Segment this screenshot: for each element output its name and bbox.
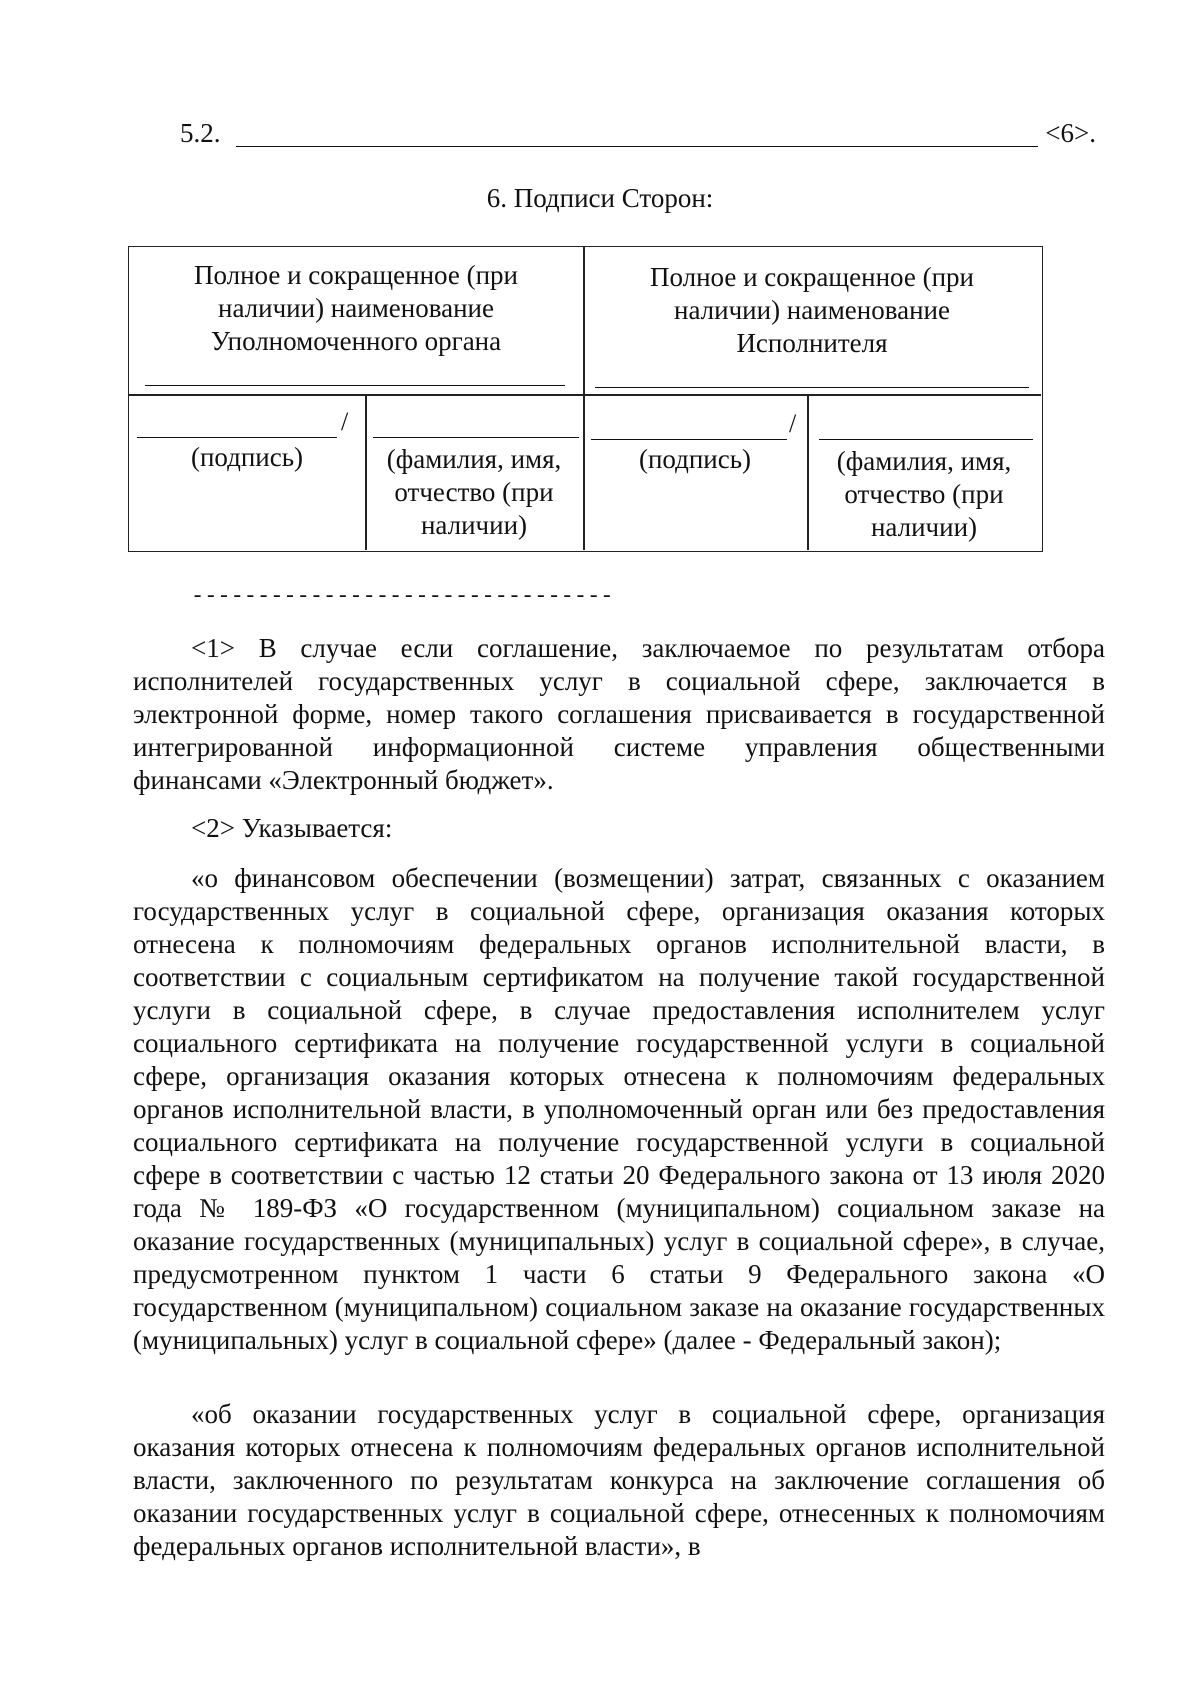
authority-fio-line <box>373 437 579 438</box>
footnote-2-title: <2> Указывается: <box>191 813 393 843</box>
footnote-2-paragraph-1: «о финансовом обеспечении (возмещении) затрат, связанных с оказанием государственных услуг в социальной сфере, организация оказания которых отнесена к полномочиям федеральных органов исполнительной власти, в соответствии с социальным сертификатом на получение такой государственной услуги в социальной сфере, в случае предоставления исполнителем услуг социального сертификата на получение государственной услуги в социальной сфере, организация оказания которых отнесена к полномочиям федеральных органов исполнительной власти, в уполномоченный орган или без предоставления социального сертификата на получение государственной услуги в социальной сфере в соответствии с частью 12 статьи 20 Федерального закона от 13 июля 2020 года № 189-ФЗ «О государственном (муниципальном) социальном заказе на оказание государственных (муниципальных) услуг в социальной сфере», в случае, предусмотренном пунктом 1 части 6 статьи 9 Федерального закона «О государственном (муниципальном) социальном заказе на оказание государственных (муниципальных) услуг в социальной сфере» (далее - Федеральный закон); <box>133 863 1105 1355</box>
executor-fio-line <box>819 439 1033 440</box>
authority-slash: / <box>341 407 349 436</box>
executor-fio-label: (фамилия, имя, отчество (при наличии) <box>836 446 1012 542</box>
table-row-divider <box>129 394 1041 396</box>
authority-fio-label: (фамилия, имя, отчество (при наличии) <box>386 444 562 540</box>
footnote-separator: -------------------------------- <box>191 584 614 609</box>
clause-number: 5.2. <box>180 118 221 148</box>
section-title: 6. Подписи Сторон: <box>486 183 714 213</box>
executor-name-header: Полное и сокращенное (при наличии) наименование Исполнителя <box>649 262 975 358</box>
executor-slash: / <box>789 409 797 438</box>
executor-name-line <box>595 387 1029 388</box>
clause-5-2 <box>180 112 1096 152</box>
footnote-2-paragraph-2: «об оказании государственных услуг в социальной сфере, организация оказания которых отнесена к полномочиям федеральных органов исполнительной власти, заключенного по результатам конкурса на заключение соглашения об оказании государственных услуг в социальной сфере, отнесенных к полномочиям федеральных органов исполнительной власти», в <box>133 1399 1105 1561</box>
signatures-table <box>128 246 1043 552</box>
clause-blank-line <box>236 146 1038 147</box>
authority-signature-line <box>137 437 337 438</box>
executor-signature-label: (подпись) <box>638 444 752 474</box>
executor-signature-line <box>591 439 787 440</box>
clause-footnote-ref: <6>. <box>1045 118 1096 148</box>
authority-name-line <box>145 385 565 386</box>
authority-name-header: Полное и сокращенное (при наличии) наименование Уполномоченного органа <box>193 260 519 356</box>
footnote-1: <1> В случае если соглашение, заключаемое по результатам отбора исполнителей государственных услуг в социальной сфере, заключается в электронной форме, номер такого соглашения присваивается в государственной интегрированной информационной системе управления общественными финансами «Электронный бюджет». <box>133 633 1105 795</box>
authority-signature-label: (подпись) <box>190 442 304 472</box>
